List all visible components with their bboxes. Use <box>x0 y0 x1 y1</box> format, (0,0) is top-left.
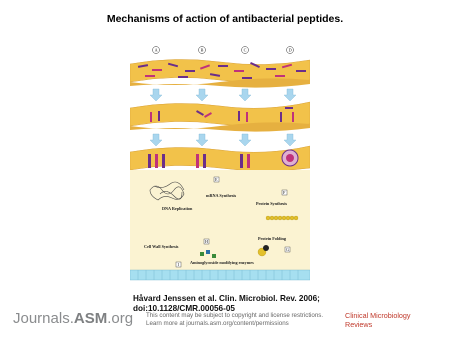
cell-wall <box>130 270 310 280</box>
journal-line-2: Reviews <box>345 320 373 329</box>
step-i <box>176 262 181 267</box>
citation-line-2: doi:10.1128/CMR.00056-05 <box>133 304 235 313</box>
label-mrna: mRNA Synthesis <box>206 193 237 198</box>
svg-text:A: A <box>154 47 158 53</box>
step-f <box>282 190 287 195</box>
logo-suffix: .org <box>107 310 134 327</box>
notice-line-1: This content may be subject to copyright and license restrictions. <box>146 312 324 319</box>
svg-text:C: C <box>243 47 247 53</box>
citation <box>133 294 320 314</box>
cytoplasm <box>130 170 310 270</box>
step-g <box>285 247 290 252</box>
membrane-layer-1 <box>130 59 310 87</box>
svg-text:I: I <box>177 262 179 267</box>
svg-text:H: H <box>205 239 209 244</box>
notice-line-2[interactable]: Learn more at journals.asm.org/content/permissions <box>146 320 289 327</box>
label-dna: DNA Replication <box>162 206 193 211</box>
membrane-layer-2 <box>130 102 310 132</box>
logo-prefix: Journals. <box>13 310 74 327</box>
label-protein-synthesis: Protein Synthesis <box>256 201 287 206</box>
svg-text:G: G <box>286 247 290 252</box>
step-h <box>204 239 209 244</box>
mechanism-diagram <box>130 42 310 292</box>
panel-label-b <box>199 47 206 54</box>
citation-line-1: Håvard Jenssen et al. Clin. Microbiol. Rev. 2006; <box>133 294 320 303</box>
svg-text:D: D <box>288 47 292 53</box>
svg-text:F: F <box>283 190 286 195</box>
journal-line-1: Clinical Microbiology <box>345 311 411 320</box>
copyright-notice <box>146 312 323 328</box>
logo-asm: ASM <box>73 310 108 327</box>
svg-text:B: B <box>200 47 204 53</box>
label-aminoglycoside: Aminoglycoside modifying enzymes <box>190 260 254 265</box>
step-e <box>214 177 219 182</box>
panel-label-a <box>153 47 160 54</box>
arrows-row-1 <box>150 89 296 101</box>
label-cell-wall-synthesis: Cell Wall Synthesis <box>144 244 179 249</box>
svg-text:E: E <box>215 177 218 182</box>
panel-label-c <box>242 47 249 54</box>
arrows-row-2 <box>150 134 296 146</box>
journals-asm-logo[interactable] <box>13 310 133 327</box>
panel-label-d <box>287 47 294 54</box>
figure-title: Mechanisms of action of antibacterial peptides. <box>106 13 344 25</box>
journal-name <box>345 311 411 329</box>
label-protein-folding: Protein Folding <box>258 236 286 241</box>
